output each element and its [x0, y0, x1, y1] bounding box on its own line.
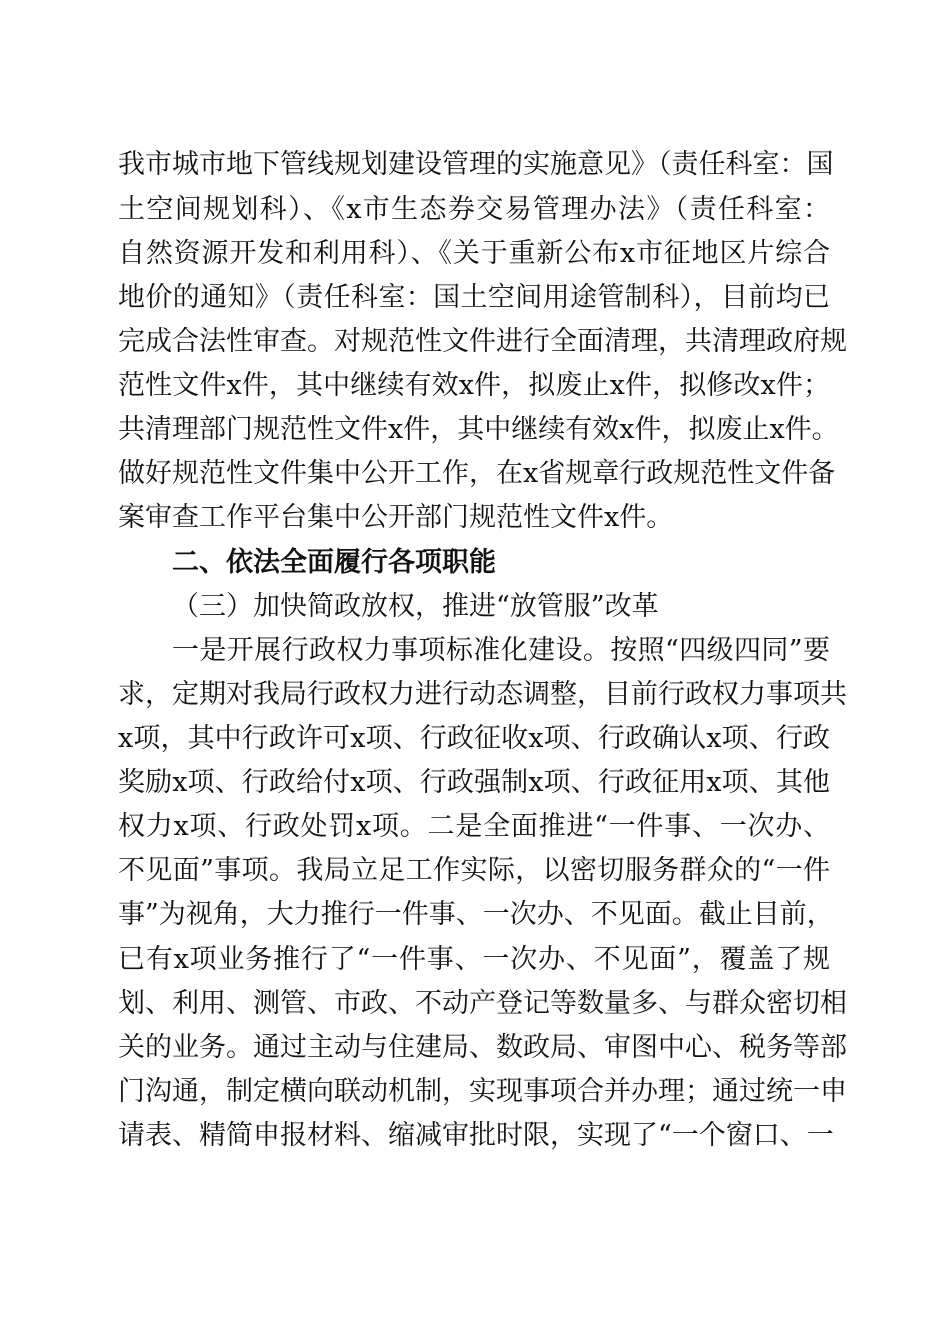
- paragraph-line: 权力x项、行政处罚x项。二是全面推进“一件事、一次办、: [118, 811, 830, 842]
- paragraph-line: 奖励x项、行政给付x项、行政强制x项、行政征用x项、其他: [118, 767, 830, 798]
- paragraph-line: 事”为视角，大力推行一件事、一次办、不见面。截止目前，: [118, 899, 834, 930]
- paragraph-line: 范性文件x件，其中继续有效x件，拟废止x件，拟修改x件；: [118, 370, 830, 401]
- paragraph-line: 共清理部门规范性文件x件，其中继续有效x件，拟废止x件。: [118, 414, 839, 445]
- paragraph-line: 地价的通知》（责任科室：国土空间用途管制科），目前均已: [118, 282, 830, 313]
- section-heading: 二、依法全面履行各项职能: [172, 547, 496, 578]
- paragraph-line: 我市城市地下管线规划建设管理的实施意见》（责任科室：国: [118, 149, 834, 180]
- paragraph-line: 求，定期对我局行政权力进行动态调整，目前行政权力事项共: [118, 679, 847, 710]
- paragraph-line: 关的业务。通过主动与住建局、数政局、审图中心、税务等部: [118, 1032, 847, 1063]
- paragraph-line: 做好规范性文件集中公开工作，在x省规章行政规范性文件备: [118, 458, 836, 489]
- paragraph-line: 案审查工作平台集中公开部门规范性文件x件。: [118, 502, 674, 533]
- paragraph-line: 门沟通，制定横向联动机制，实现事项合并办理；通过统一申: [118, 1076, 847, 1107]
- paragraph-line: 请表、精简申报材料、缩减审批时限，实现了“一个窗口、一: [118, 1120, 834, 1151]
- paragraph-line: 不见面”事项。我局立足工作实际，以密切服务群众的“一件: [118, 855, 830, 886]
- paragraph-line: 自然资源开发和利用科）、《关于重新公布x市征地区片综合: [118, 238, 830, 269]
- paragraph-line: 一是开展行政权力事项标准化建设。按照“四级四同”要: [172, 635, 830, 666]
- paragraph-line: 完成合法性审查。对规范性文件进行全面清理，共清理政府规: [118, 326, 847, 357]
- paragraph-line: 土空间规划科）、《x市生态券交易管理办法》（责任科室：: [118, 194, 830, 225]
- paragraph-line: x项，其中行政许可x项、行政征收x项、行政确认x项、行政: [118, 723, 830, 754]
- paragraph-line: 已有x项业务推行了“一件事、一次办、不见面”，覆盖了规: [118, 944, 830, 975]
- sub-heading: （三）加快简政放权，推进“放管服”改革: [172, 591, 659, 622]
- paragraph-line: 划、利用、测管、市政、不动产登记等数量多、与群众密切相: [118, 988, 847, 1019]
